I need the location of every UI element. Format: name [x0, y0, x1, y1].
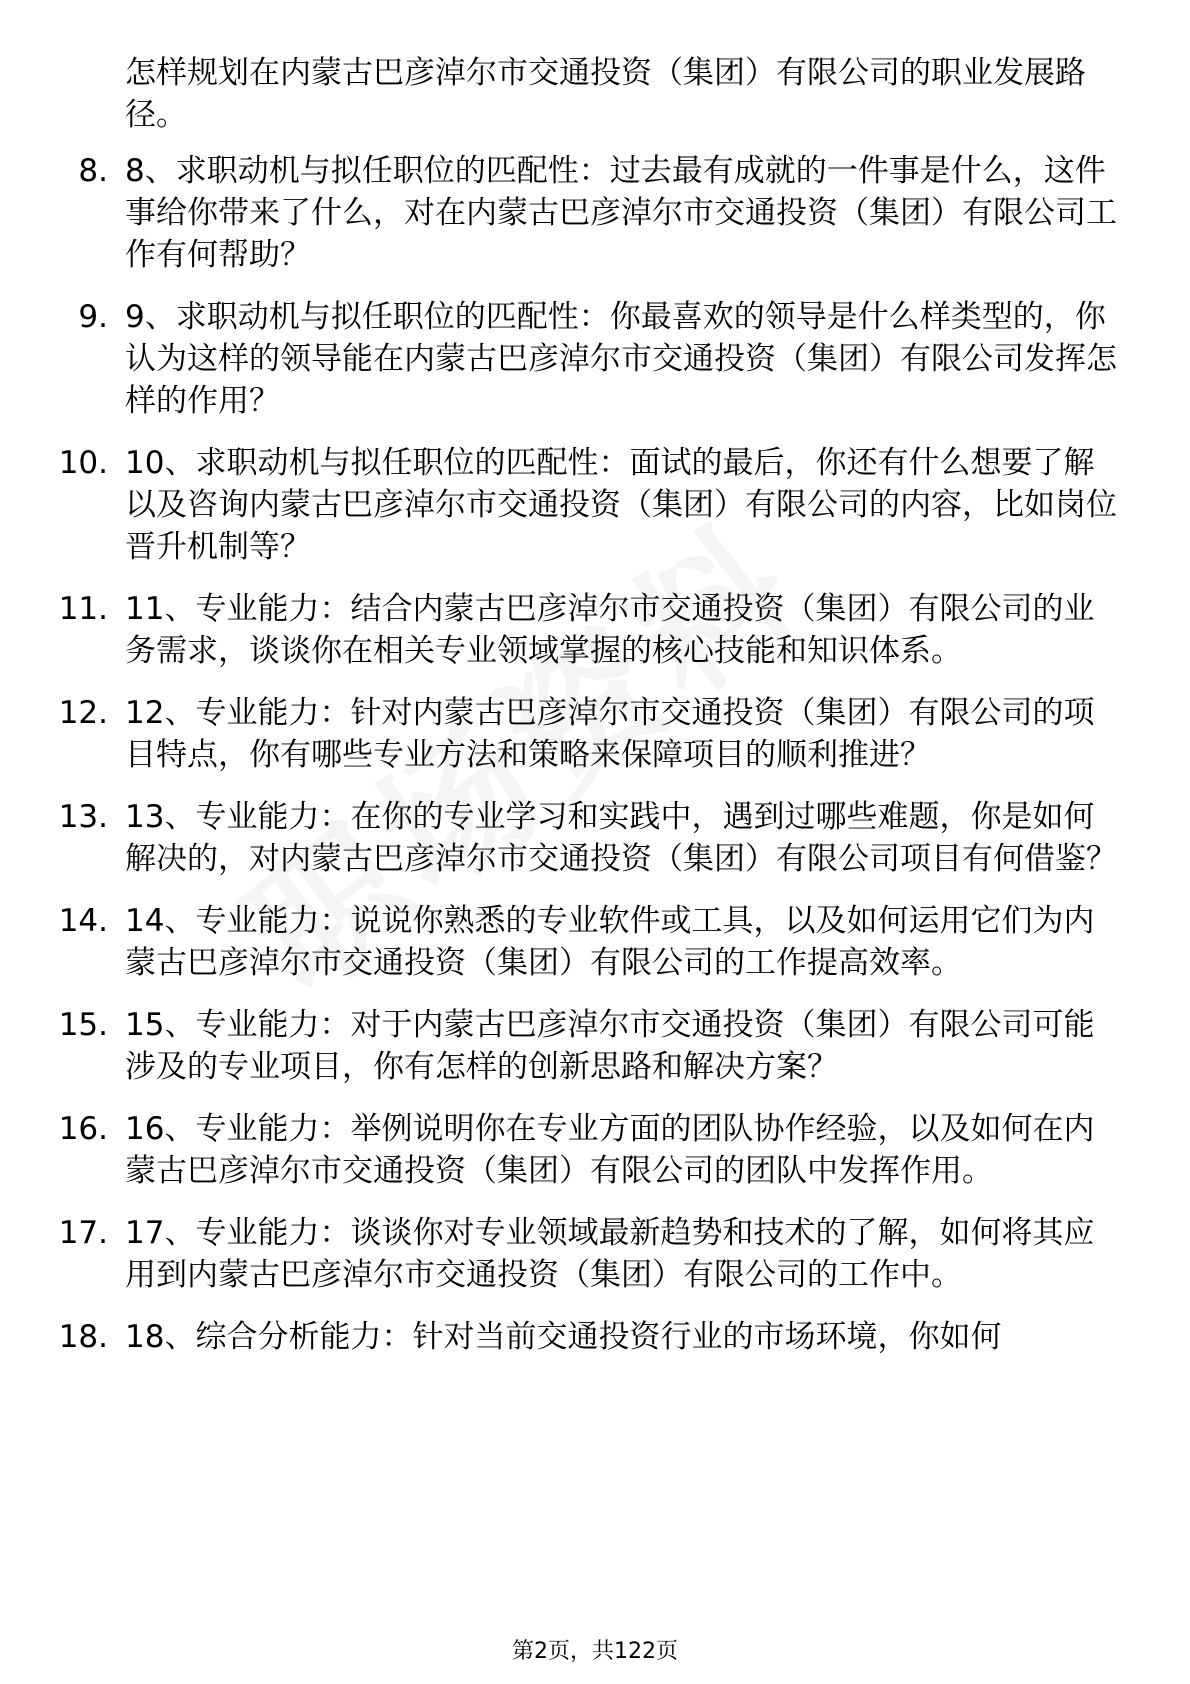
question-text: 11、专业能力：结合内蒙古巴彦淖尔市交通投资（集团）有限公司的业务需求，谈谈你在相关专业领域掌握的核心技能和知识体系。: [125, 591, 1095, 669]
question-number: 12.: [58, 695, 108, 731]
page-footer: 第2页，共122页: [512, 1639, 678, 1664]
question-item: [0, 1004, 1190, 1088]
question-text: 12、专业能力：针对内蒙古巴彦淖尔市交通投资（集团）有限公司的项目特点，你有哪些专业方法和策略来保障项目的顺利推进？: [125, 695, 1095, 773]
question-number: 16.: [58, 1111, 108, 1147]
question-item: [0, 296, 1190, 422]
question-list: [0, 150, 1190, 1378]
question-text: 9、求职动机与拟任职位的匹配性：你最喜欢的领导是什么样类型的，你认为这样的领导能在内蒙古巴彦淖尔市交通投资（集团）有限公司发挥怎样的作用？: [125, 299, 1117, 419]
question-text: 15、专业能力：对于内蒙古巴彦淖尔市交通投资（集团）有限公司可能涉及的专业项目，你有怎样的创新思路和解决方案？: [125, 1007, 1095, 1085]
question-item: [0, 1108, 1190, 1192]
question-text: 17、专业能力：谈谈你对专业领域最新趋势和技术的了解，如何将其应用到内蒙古巴彦淖尔市交通投资（集团）有限公司的工作中。: [125, 1215, 1095, 1293]
continuation-paragraph: 怎样规划在内蒙古巴彦淖尔市交通投资（集团）有限公司的职业发展路径。: [125, 55, 1086, 133]
question-number: 17.: [58, 1215, 108, 1251]
question-text: 10、求职动机与拟任职位的匹配性：面试的最后，你还有什么想要了解以及咨询内蒙古巴彦淖尔市交通投资（集团）有限公司的内容，比如岗位晋升机制等？: [125, 445, 1117, 565]
question-item: [0, 1316, 1190, 1358]
question-text: 14、专业能力：说说你熟悉的专业软件或工具，以及如何运用它们为内蒙古巴彦淖尔市交通投资（集团）有限公司的工作提高效率。: [125, 903, 1095, 981]
question-item: [0, 692, 1190, 776]
question-text: 18、综合分析能力：针对当前交通投资行业的市场环境，你如何: [125, 1319, 1002, 1355]
question-item: [0, 1212, 1190, 1296]
question-item: [0, 588, 1190, 672]
question-text: 13、专业能力：在你的专业学习和实践中，遇到过哪些难题，你是如何解决的，对内蒙古巴彦淖尔市交通投资（集团）有限公司项目有何借鉴？: [125, 799, 1117, 877]
question-number: 8.: [78, 153, 108, 189]
question-item: [0, 150, 1190, 276]
question-number: 18.: [58, 1319, 108, 1355]
question-number: 10.: [58, 445, 108, 481]
question-item: [0, 796, 1190, 880]
question-number: 14.: [58, 903, 108, 939]
question-item: [0, 900, 1190, 984]
question-text: 16、专业能力：举例说明你在专业方面的团队协作经验，以及如何在内蒙古巴彦淖尔市交通投资（集团）有限公司的团队中发挥作用。: [125, 1111, 1095, 1189]
question-item: [0, 442, 1190, 568]
question-number: 11.: [58, 591, 108, 627]
question-number: 9.: [78, 299, 108, 335]
question-number: 13.: [58, 799, 108, 835]
question-number: 15.: [58, 1007, 108, 1043]
question-text: 8、求职动机与拟任职位的匹配性：过去最有成就的一件事是什么，这件事给你带来了什么，对在内蒙古巴彦淖尔市交通投资（集团）有限公司工作有何帮助？: [125, 153, 1117, 273]
